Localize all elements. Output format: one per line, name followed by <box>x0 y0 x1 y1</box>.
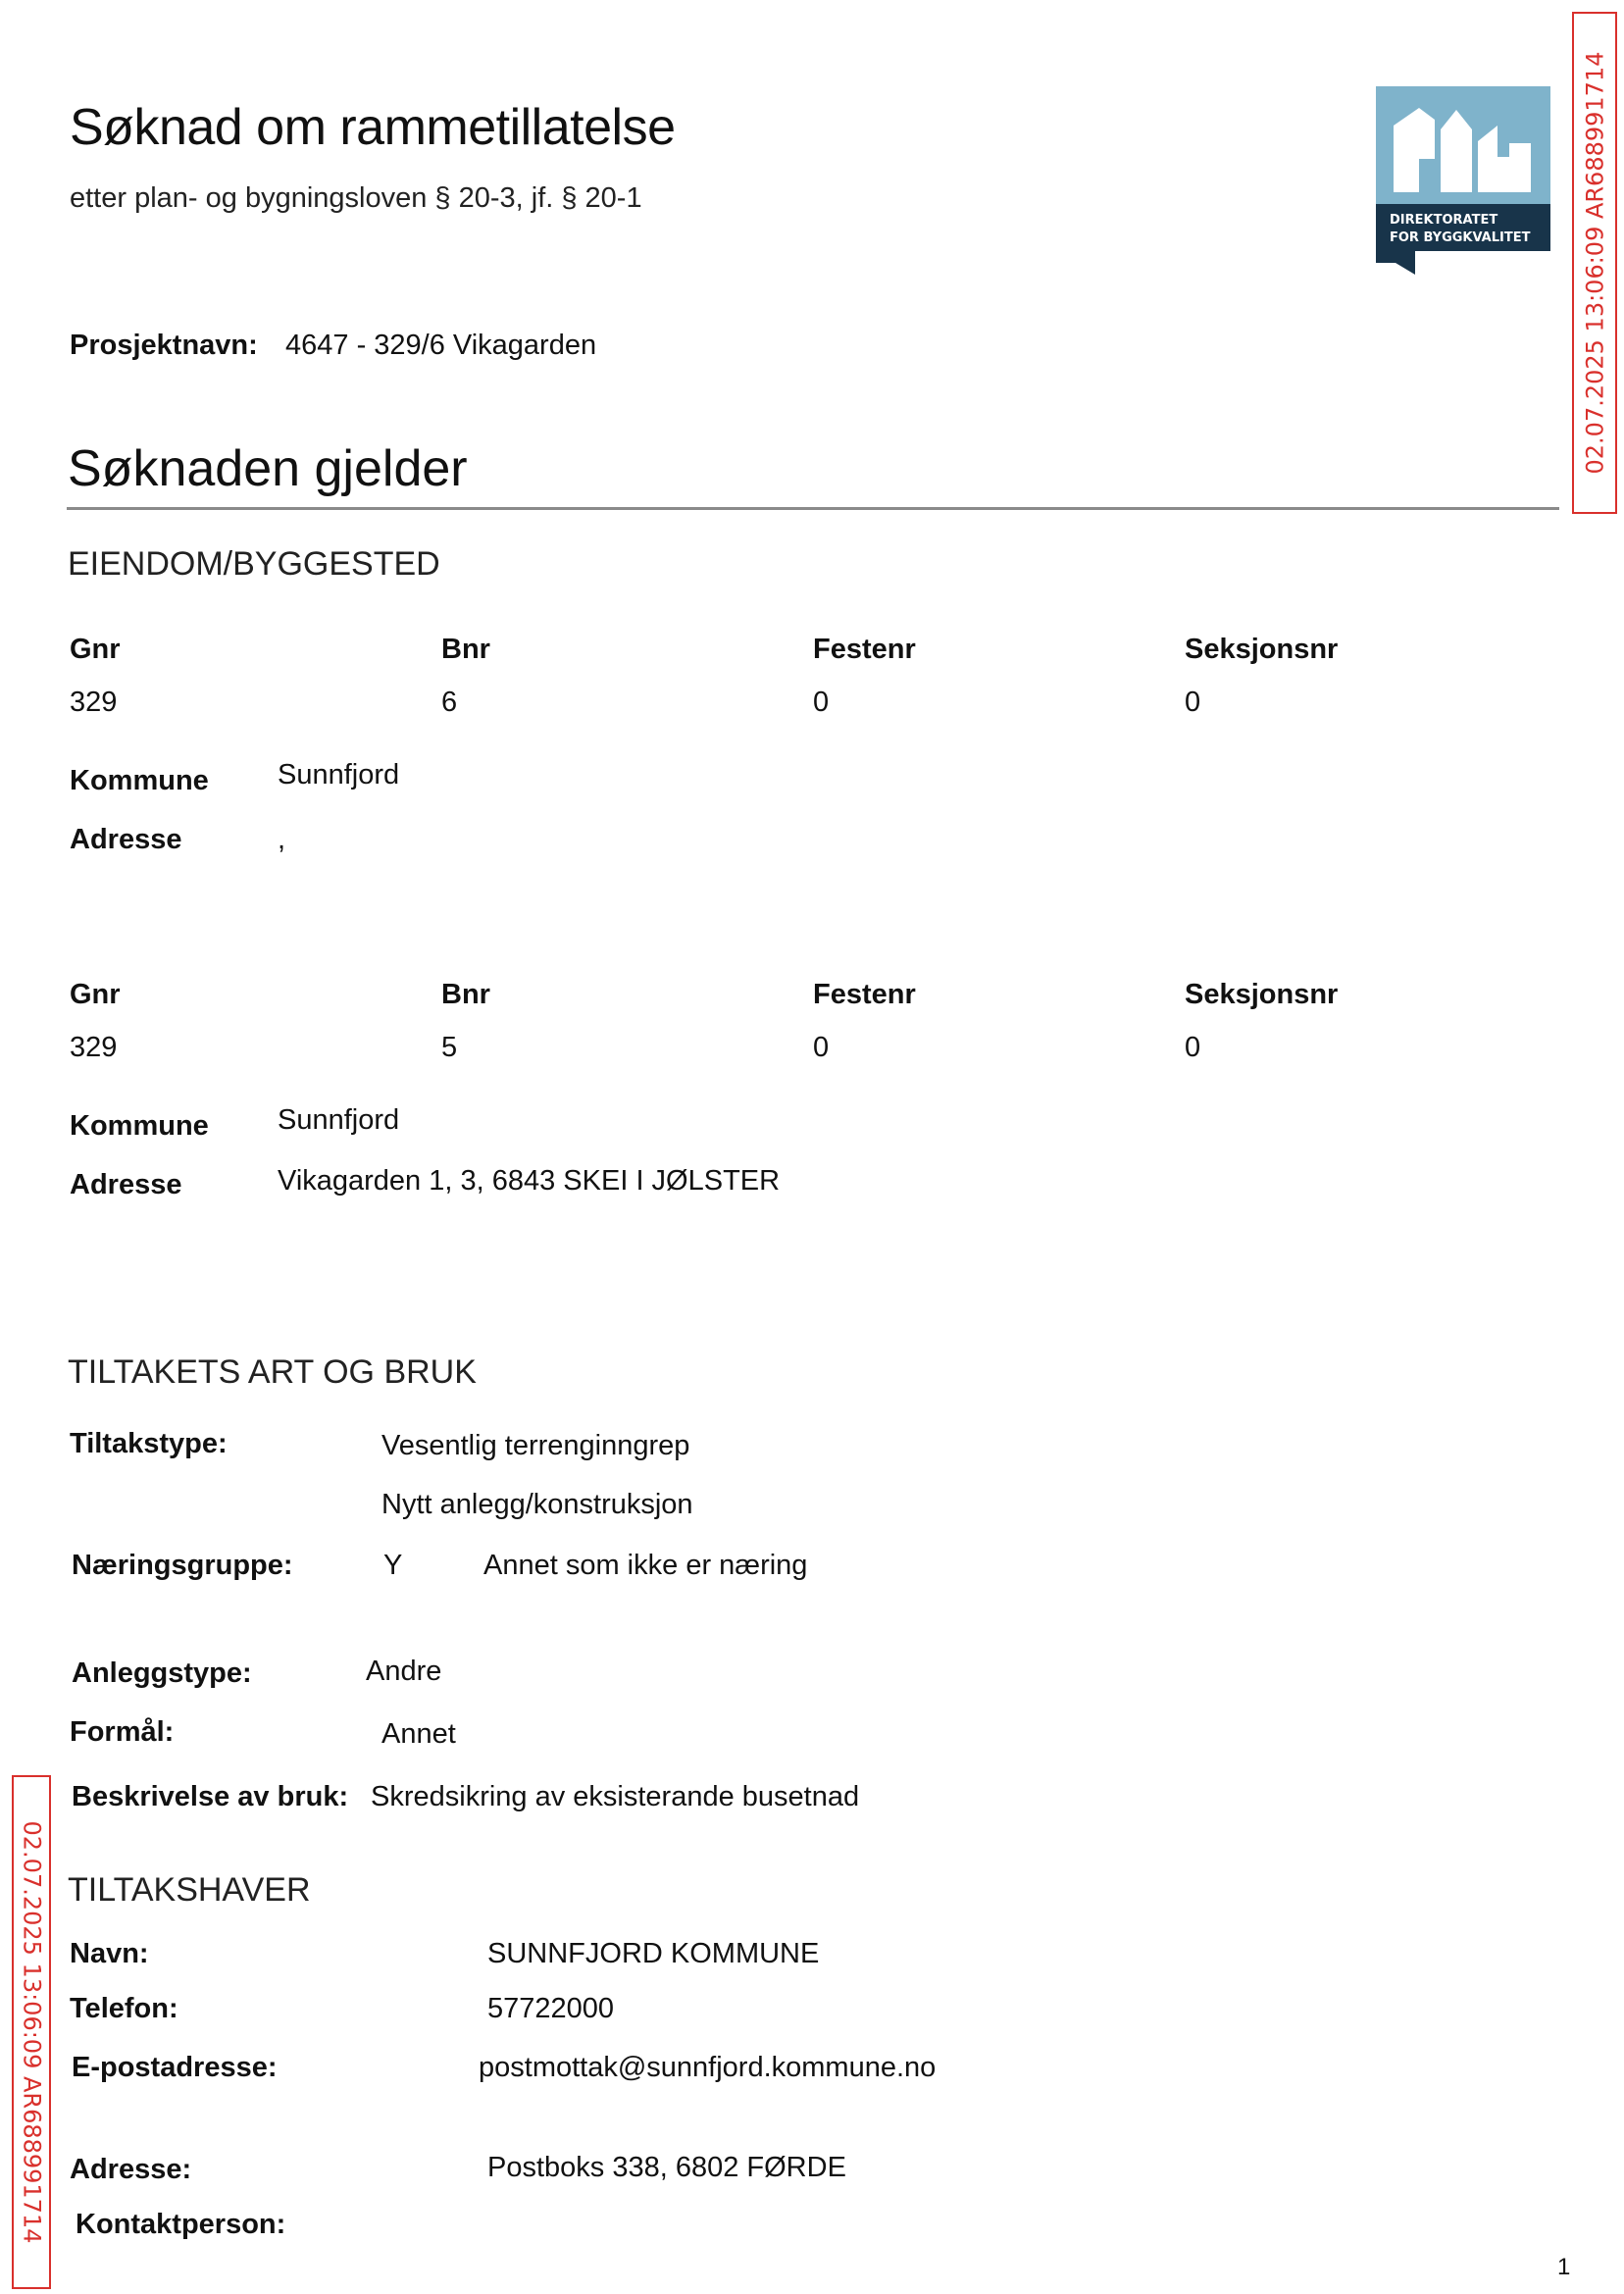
telefon-value: 57722000 <box>487 1993 615 2024</box>
seksjonsnr-header: Seksjonsnr <box>1185 979 1339 1010</box>
dibk-logo <box>1376 86 1550 275</box>
gnr-value: 329 <box>70 687 118 718</box>
navn-value: SUNNFJORD KOMMUNE <box>487 1938 820 1969</box>
kommune-label: Kommune <box>70 1110 209 1142</box>
property-section-title: EIENDOM/BYGGESTED <box>68 545 440 583</box>
section-divider <box>67 507 1559 510</box>
kommune-value: Sunnfjord <box>278 1104 400 1136</box>
telefon-label: Telefon: <box>70 1993 178 2024</box>
adresse-label: Adresse <box>70 824 182 855</box>
epost-value: postmottak@sunnfjord.kommune.no <box>479 2052 937 2083</box>
bnr-header: Bnr <box>441 979 490 1010</box>
tiltakstype-value-1: Vesentlig terrenginngrep <box>381 1430 690 1461</box>
adresse-label: Adresse: <box>70 2154 192 2185</box>
festenr-value: 0 <box>813 1032 830 1063</box>
logo-text-line2: FOR BYGGKVALITET <box>1390 230 1531 245</box>
kommune-value: Sunnfjord <box>278 759 400 790</box>
bnr-value: 6 <box>441 687 458 718</box>
tiltak-section-title: TILTAKETS ART OG BRUK <box>68 1353 477 1391</box>
adresse-value: , <box>278 824 286 855</box>
anleggstype-value: Andre <box>366 1656 442 1687</box>
tiltakstype-label: Tiltakstype: <box>70 1428 228 1459</box>
adresse-value: Vikagarden 1, 3, 6843 SKEI I JØLSTER <box>278 1165 781 1197</box>
gnr-value: 329 <box>70 1032 118 1063</box>
gnr-header: Gnr <box>70 634 121 665</box>
formal-label: Formål: <box>70 1716 175 1748</box>
beskrivelse-value: Skredsikring av eksisterande busetnad <box>371 1781 860 1812</box>
navn-label: Navn: <box>70 1938 149 1969</box>
project-name-value: 4647 - 329/6 Vikagarden <box>285 330 597 361</box>
seksjonsnr-header: Seksjonsnr <box>1185 634 1339 665</box>
beskrivelse-label: Beskrivelse av bruk: <box>72 1781 349 1812</box>
adresse-value: Postboks 338, 6802 FØRDE <box>487 2152 846 2183</box>
festenr-header: Festenr <box>813 979 916 1010</box>
page-number: 1 <box>1557 2254 1571 2280</box>
anleggstype-label: Anleggstype: <box>72 1657 252 1689</box>
bnr-header: Bnr <box>441 634 490 665</box>
kommune-label: Kommune <box>70 765 209 796</box>
seksjonsnr-value: 0 <box>1185 1032 1201 1063</box>
festenr-value: 0 <box>813 687 830 718</box>
formal-value: Annet <box>381 1718 456 1750</box>
adresse-label: Adresse <box>70 1169 182 1200</box>
building-logo-icon <box>1376 86 1550 275</box>
date-stamp-right: 02.07.2025 13:06:09 AR688991714 <box>1572 12 1617 514</box>
epost-label: E-postadresse: <box>72 2052 278 2083</box>
document-subtitle: etter plan- og bygningsloven § 20-3, jf. § 20-1 <box>70 182 642 214</box>
logo-text-line1: DIREKTORATET <box>1390 213 1498 228</box>
naeringsgruppe-code: Y <box>383 1550 403 1581</box>
naeringsgruppe-label: Næringsgruppe: <box>72 1550 293 1581</box>
naeringsgruppe-value: Annet som ikke er næring <box>483 1550 808 1581</box>
document-title: Søknad om rammetillatelse <box>70 99 676 156</box>
section-title: Søknaden gjelder <box>68 440 468 497</box>
date-stamp-left: 02.07.2025 13:06:09 AR688991714 <box>12 1775 51 2289</box>
kontaktperson-label: Kontaktperson: <box>76 2209 286 2240</box>
gnr-header: Gnr <box>70 979 121 1010</box>
project-name-label: Prosjektnavn: <box>70 330 258 361</box>
bnr-value: 5 <box>441 1032 458 1063</box>
seksjonsnr-value: 0 <box>1185 687 1201 718</box>
festenr-header: Festenr <box>813 634 916 665</box>
tiltakshaver-section-title: TILTAKSHAVER <box>68 1871 311 1909</box>
tiltakstype-value-2: Nytt anlegg/konstruksjon <box>381 1489 693 1520</box>
